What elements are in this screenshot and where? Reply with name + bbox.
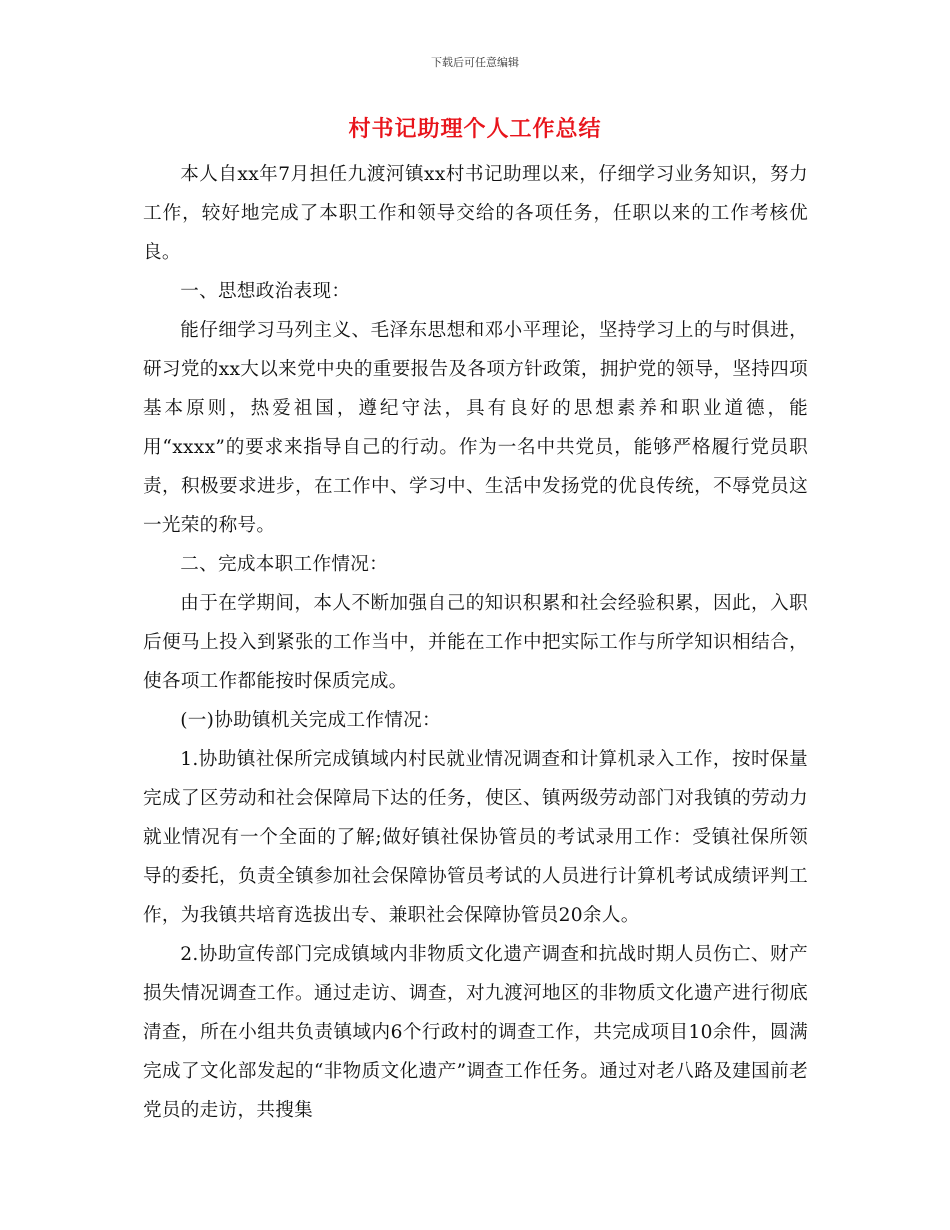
paragraph-political: 能仔细学习马列主义、毛泽东思想和邓小平理论，坚持学习上的与时俱进，研习党的xx大以来党中央的重要报告及各项方针政策，拥护党的领导，坚持四项基本原则，热爱祖国，遵纪守法，具有良好的思想素养和职业道德，能用“xxxx”的要求来指导自己的行动。作为一名中共党员，能够严格履行党员职责，积极要求进步，在工作中、学习中、生活中发扬党的优良传统，不辱党员这一光荣的称号。 [143, 320, 808, 536]
document-body [143, 155, 808, 1130]
section-heading-political: 一、思想政治表现： [180, 281, 351, 302]
subsection-heading-assist: (一)协助镇机关完成工作情况： [180, 710, 441, 731]
document-title: 村书记助理个人工作总结 [348, 116, 602, 142]
header-note: 下载后可任意编辑 [431, 56, 519, 69]
paragraph-item-1: 1.协助镇社保所完成镇域内村民就业情况调查和计算机录入工作，按时保量完成了区劳动和社会保障局下达的任务，使区、镇两级劳动部门对我镇的劳动力就业情况有一个全面的了解;做好镇社保协管员的考试录用工作：受镇社保所领导的委托，负责全镇参加社会保障协管员考试的人员进行计算机考试成绩评判工作，为我镇共培育选拔出专、兼职社会保障协管员20余人。 [143, 749, 808, 926]
paragraph-intro: 本人自xx年7月担任九渡河镇xx村书记助理以来，仔细学习业务知识，努力工作，较好地完成了本职工作和领导交给的各项任务，任职以来的工作考核优良。 [143, 164, 808, 263]
section-heading-duties: 二、完成本职工作情况： [180, 554, 389, 575]
paragraph-duties: 由于在学期间，本人不断加强自己的知识积累和社会经验积累，因此，入职后便马上投入到紧张的工作当中，并能在工作中把实际工作与所学知识相结合，使各项工作都能按时保质完成。 [143, 593, 808, 692]
paragraph-item-2: 2.协助宣传部门完成镇域内非物质文化遗产调查和抗战时期人员伤亡、财产损失情况调查工作。通过走访、调查，对九渡河地区的非物质文化遗产进行彻底清查，所在小组共负责镇域内6个行政村的调查工作，共完成项目10余件，圆满完成了文化部发起的“非物质文化遗产”调查工作任务。通过对老八路及建国前老党员的走访，共搜集 [143, 944, 808, 1121]
